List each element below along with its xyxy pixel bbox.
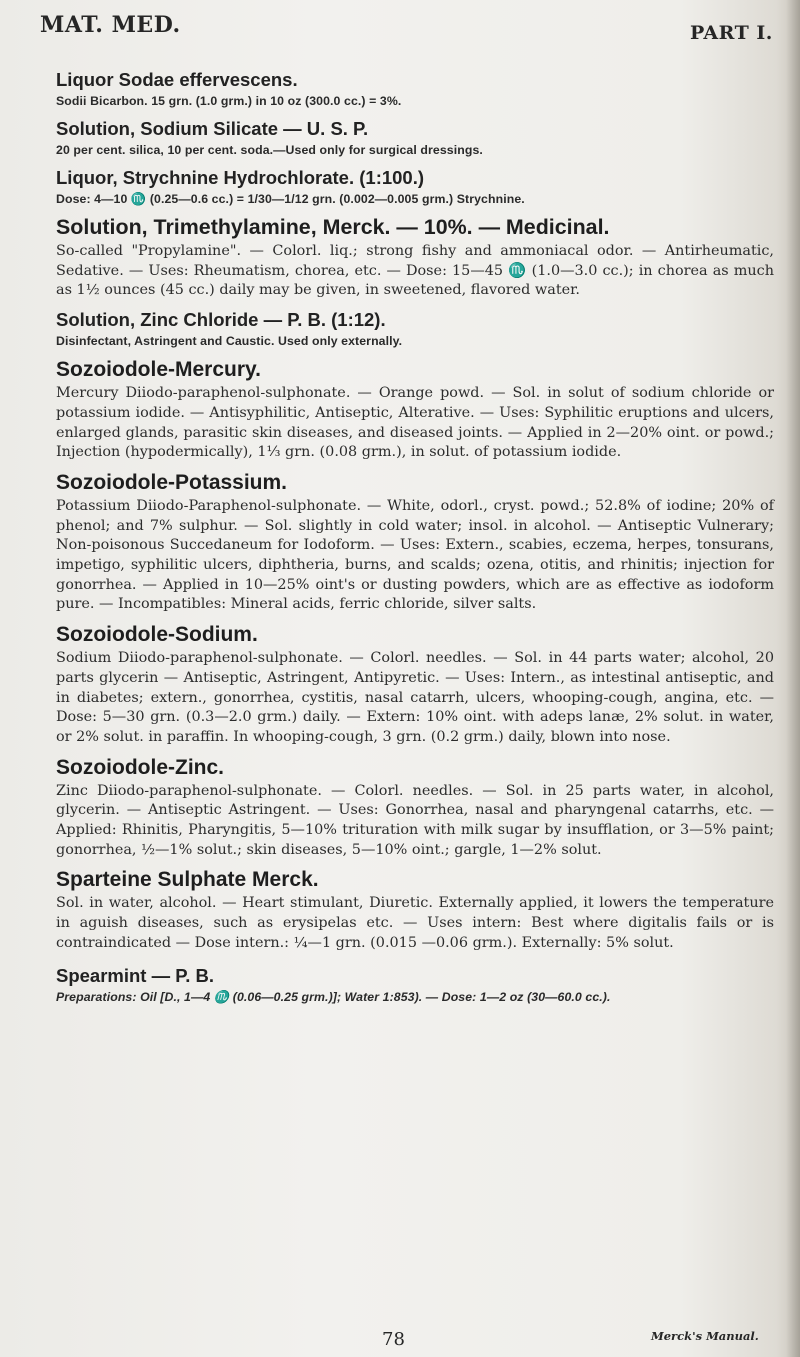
running-head-right: PART I. <box>690 22 773 44</box>
entry-note: Disinfectant, Astringent and Caustic. Used only externally. <box>56 334 403 349</box>
entry-liquor-sodae <box>56 68 774 110</box>
entry-title: Solution, Trimethylamine, Merck. — 10%. — Medicinal. <box>56 216 610 239</box>
entry-title: Sparteine Sulphate Merck. <box>56 868 319 892</box>
entry-trimethylamine <box>56 215 774 301</box>
entry-title: Sozoiodole-Zinc. <box>56 755 224 779</box>
entry-body: Sol. in water, alcohol. — Heart stimulant, Diuretic. Externally applied, it lowers the temperature in aguish diseases, such as erysipelas etc. — Uses intern: Best where digitalis fails or is contraindicated — Dose intern.: ¼—1 grn. (0.015 —0.06 grm.). Externally: 5% solut. <box>56 895 774 951</box>
entry-title: Sozoiodole-Potassium. <box>56 470 288 494</box>
entry-strychnine <box>56 166 774 208</box>
entry-title: Spearmint — P. B. <box>56 964 214 986</box>
entry-note: Dose: 4—10 ♏ (0.25—0.6 cc.) = 1/30—1/12 grn. (0.002—0.005 grm.) Strychnine. <box>56 192 525 206</box>
entry-title: Solution, Zinc Chloride — P. B. (1:12). <box>56 309 386 331</box>
page-edge-shadow <box>786 0 800 1357</box>
entry-title: Solution, Sodium Silicate — U. S. P. <box>56 118 369 139</box>
entry-note: Sodii Bicarbon. 15 grn. (1.0 grm.) in 10 oz (300.0 cc.) = 3%. <box>56 94 402 108</box>
entry-sozoiodole-sodium <box>56 622 774 748</box>
page-content <box>56 68 774 1006</box>
entry-zinc-chloride <box>56 308 774 350</box>
entry-body: So-called "Propylamine". — Colorl. liq.; strong fishy and ammoniacal odor. — Antirheumatic, Sedative. — Uses: Rheumatism, chorea, etc. — Dose: 15—45 ♏ (1.0—3.0 cc.); in chorea as much as 1½ ounces (45 cc.) daily may be given, in sweetened, flavored water. <box>56 243 774 299</box>
entry-body: Sodium Diiodo-paraphenol-sulphonate. — Colorl. needles. — Sol. in 44 parts water; alcohol, 20 parts glycerin — Antiseptic, Astringent, Antipyretic. — Uses: Intern., as intestinal antiseptic, and in diabetes; extern., gonorrhea, cystitis, nasal catarrh, ulcers, whooping-cough, angina, etc. — Dose: 5—30 grn. (0.3—2.0 grm.) daily. — Extern: 10% oint. with adeps lanæ, 2% solut. in water, or 2% solut. in paraffin. In whooping-cough, 3 grn. (0.2 grm.) daily, blown into nose. <box>56 650 774 745</box>
running-head-left: MAT. MED. <box>40 12 181 38</box>
entry-title: Liquor, Strychnine Hydrochlorate. (1:100.) <box>56 167 425 188</box>
entry-title: Sozoiodole-Sodium. <box>56 623 258 647</box>
entry-title: Sozoiodole-Mercury. <box>56 358 261 382</box>
footer-title: Merck's Manual. <box>651 1329 759 1343</box>
entry-body: Mercury Diiodo-paraphenol-sulphonate. — Orange powd. — Sol. in solut of sodium chloride or potassium iodide. — Antisyphilitic, Antiseptic, Alterative. — Uses: Syphilitic eruptions and ulcers, enlarged glands, parasitic skin diseases, and diseased joints. — Applied in 2—20% oint. or powd.; Injection (hypodermically), 1⅓ grn. (0.08 grm.), in solut. of potassium iodide. <box>56 385 774 461</box>
entry-note: 20 per cent. silica, 10 per cent. soda.—Used only for surgical dressings. <box>56 143 483 157</box>
entry-title: Liquor Sodae effervescens. <box>56 69 298 90</box>
entry-body: Zinc Diiodo-paraphenol-sulphonate. — Colorl. needles. — Sol. in 25 parts water, in alcohol, glycerin. — Antiseptic Astringent. — Uses: Gonorrhea, nasal and pharyngenal catarrhs, etc. — Applied: Rhinitis, Pharyngitis, 5—10% trituration with milk sugar by insufflation, or 3—5% paint; gonorrhea, ½—1% solut.; skin diseases, 5—10% oint.; gargle, 1—2% solut. <box>56 782 774 858</box>
entry-sozoiodole-zinc <box>56 755 774 861</box>
entry-body: Potassium Diiodo-Paraphenol-sulphonate. — White, odorl., cryst. powd.; 52.8% of iodine; 20% of phenol; and 7% sulphur. — Sol. slightly in cold water; insol. in alcohol. — Antiseptic Vulnerary; Non-poisonous Succedaneum for Iodoform. — Uses: Extern., scabies, eczema, herpes, tonsurans, impetigo, syphilitic ulcers, diphtheria, burns, and scalds; ozena, otitis, and rhinitis; injection for gonorrhea. — Applied in 10—25% oint's or dusting powders, which are as effective as iodoform pure. — Incompatibles: Mineral acids, ferric chloride, silver salts. <box>56 497 774 613</box>
entry-sozoiodole-potassium <box>56 470 774 615</box>
entry-note: Preparations: Oil [D., 1—4 ♏ (0.06—0.25 grm.)]; Water 1:853). — Dose: 1—2 oz (30—60.0 cc.). <box>56 989 611 1004</box>
entry-spearmint <box>56 964 774 1006</box>
page-number: 78 <box>382 1329 405 1350</box>
entry-sodium-silicate <box>56 117 774 159</box>
entry-sparteine <box>56 867 774 953</box>
entry-sozoiodole-mercury <box>56 357 774 463</box>
